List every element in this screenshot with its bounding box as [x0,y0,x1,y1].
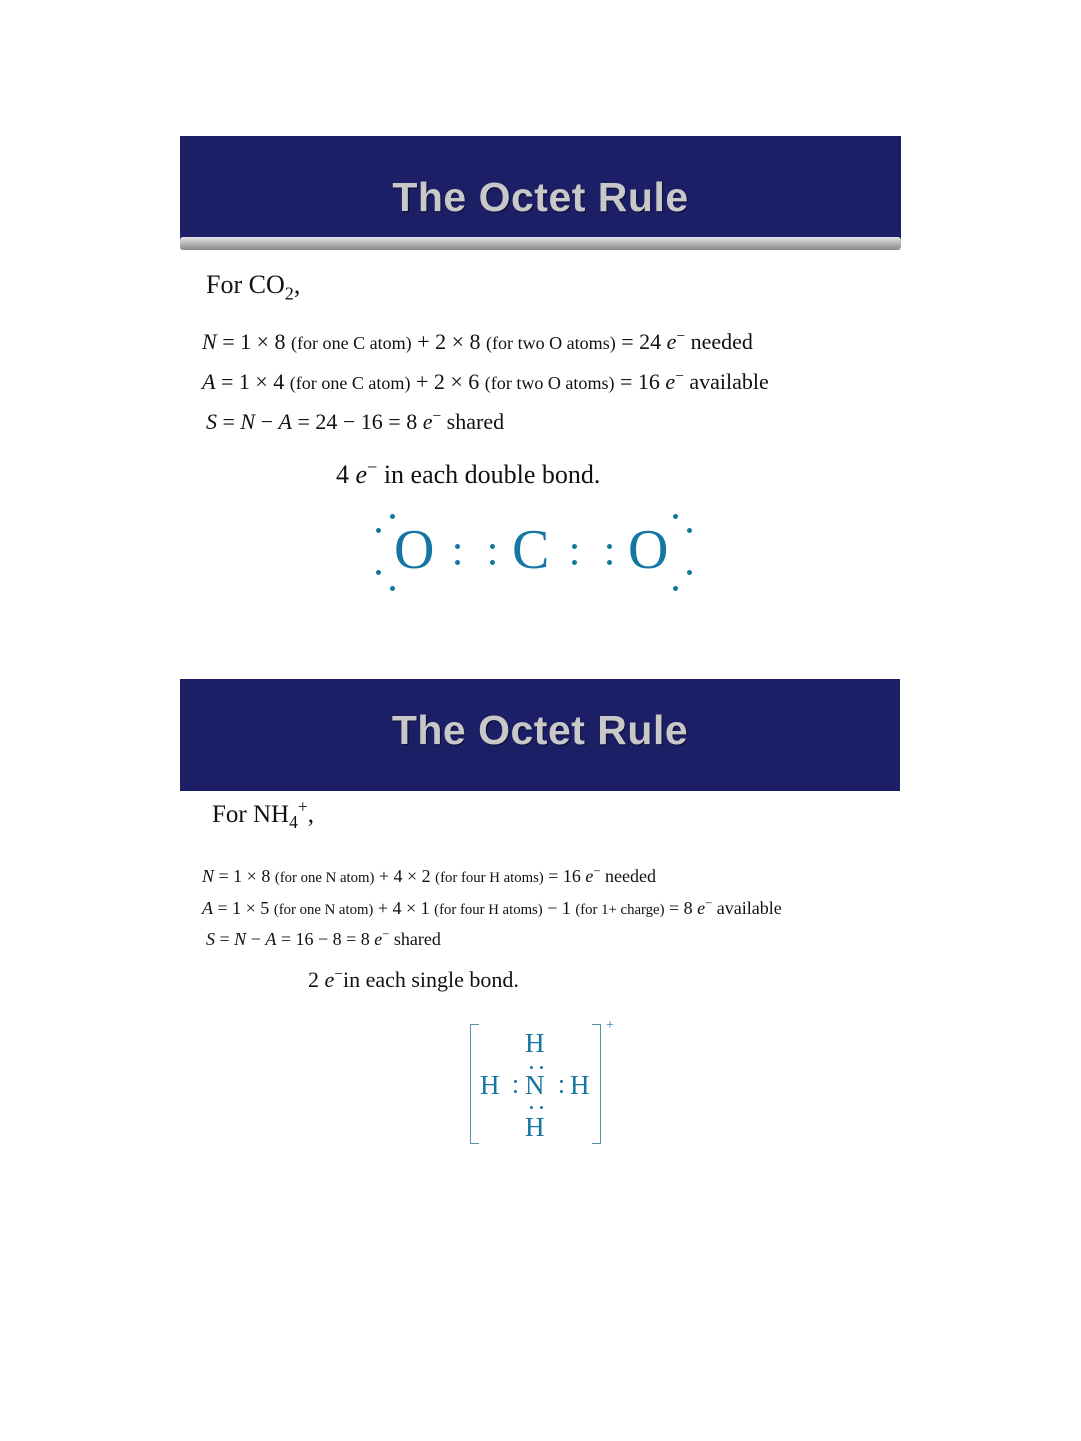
hydrogen-atom-top: H [525,1028,545,1058]
lone-pair-dot [673,586,678,591]
hydrogen-atom-bottom: H [525,1112,545,1142]
co2-lewis-structure [370,506,700,606]
slide-title: The Octet Rule [392,173,689,220]
bond-dot [560,1090,563,1093]
slide-co2 [180,136,901,656]
bond-dot [455,544,460,549]
nh4-shared-equation: S = N − A = 16 − 8 = 8 e− shared [206,927,441,949]
hydrogen-atom-right: H [570,1070,590,1100]
co2-shared-equation: S = N − A = 24 − 16 = 8 e− shared [206,407,505,434]
bond-dot [530,1106,533,1109]
lone-pair-dot [390,514,395,519]
nh4-heading: For $NH_4^+$, [212,796,314,833]
hydrogen-atom-left: H [480,1070,500,1100]
bond-dot [455,560,460,565]
right-bracket [592,1024,601,1144]
nh4-bond-note: 2 e−in each single bond. [308,965,519,992]
carbon-atom: C [512,519,550,581]
nitrogen-atom: N [525,1070,545,1100]
bond-dot [607,544,612,549]
oxygen-atom-left: O [394,519,435,581]
bond-dot [572,560,577,565]
slide-title-bar [180,679,900,791]
lone-pair-dot [673,514,678,519]
nh4-available-equation: A = 1 × 5 (for one N atom) + 4 × 1 (for four H atoms) − 1 (for 1+ charge) = 8 e− available [202,896,782,918]
bond-dot [540,1066,543,1069]
co2-available-equation: A = 1 × 4 (for one C atom) + 2 × 6 (for two O atoms) = 16 e− available [202,367,769,394]
bond-dot [572,544,577,549]
co2-needed-equation: N = 1 × 8 (for one C atom) + 2 × 8 (for two O atoms) = 24 e− needed [202,327,753,354]
lone-pair-dot [376,528,381,533]
lone-pair-dot [376,570,381,575]
co2-bond-note: 4 e− in each double bond. [336,457,601,489]
slide-nh4 [180,679,900,1179]
left-bracket [470,1024,479,1144]
bond-dot [514,1090,517,1093]
co2-heading: For $CO_2$, [206,270,301,304]
bond-dot [607,560,612,565]
bond-dot [540,1106,543,1109]
bond-dot [490,544,495,549]
nh4-lewis-structure [470,1018,630,1154]
title-divider [180,237,901,250]
ion-charge: + [606,1018,614,1033]
lone-pair-dot [390,586,395,591]
bond-dot [560,1080,563,1083]
nh4-needed-equation: N = 1 × 8 (for one N atom) + 4 × 2 (for four H atoms) = 16 e− needed [202,864,656,886]
lone-pair-dot [687,570,692,575]
lone-pair-dot [687,528,692,533]
bond-dot [490,560,495,565]
slide-title: The Octet Rule [391,706,689,753]
bond-dot [530,1066,533,1069]
slide-title-bar [180,136,901,240]
oxygen-atom-right: O [628,519,669,581]
bond-dot [514,1080,517,1083]
